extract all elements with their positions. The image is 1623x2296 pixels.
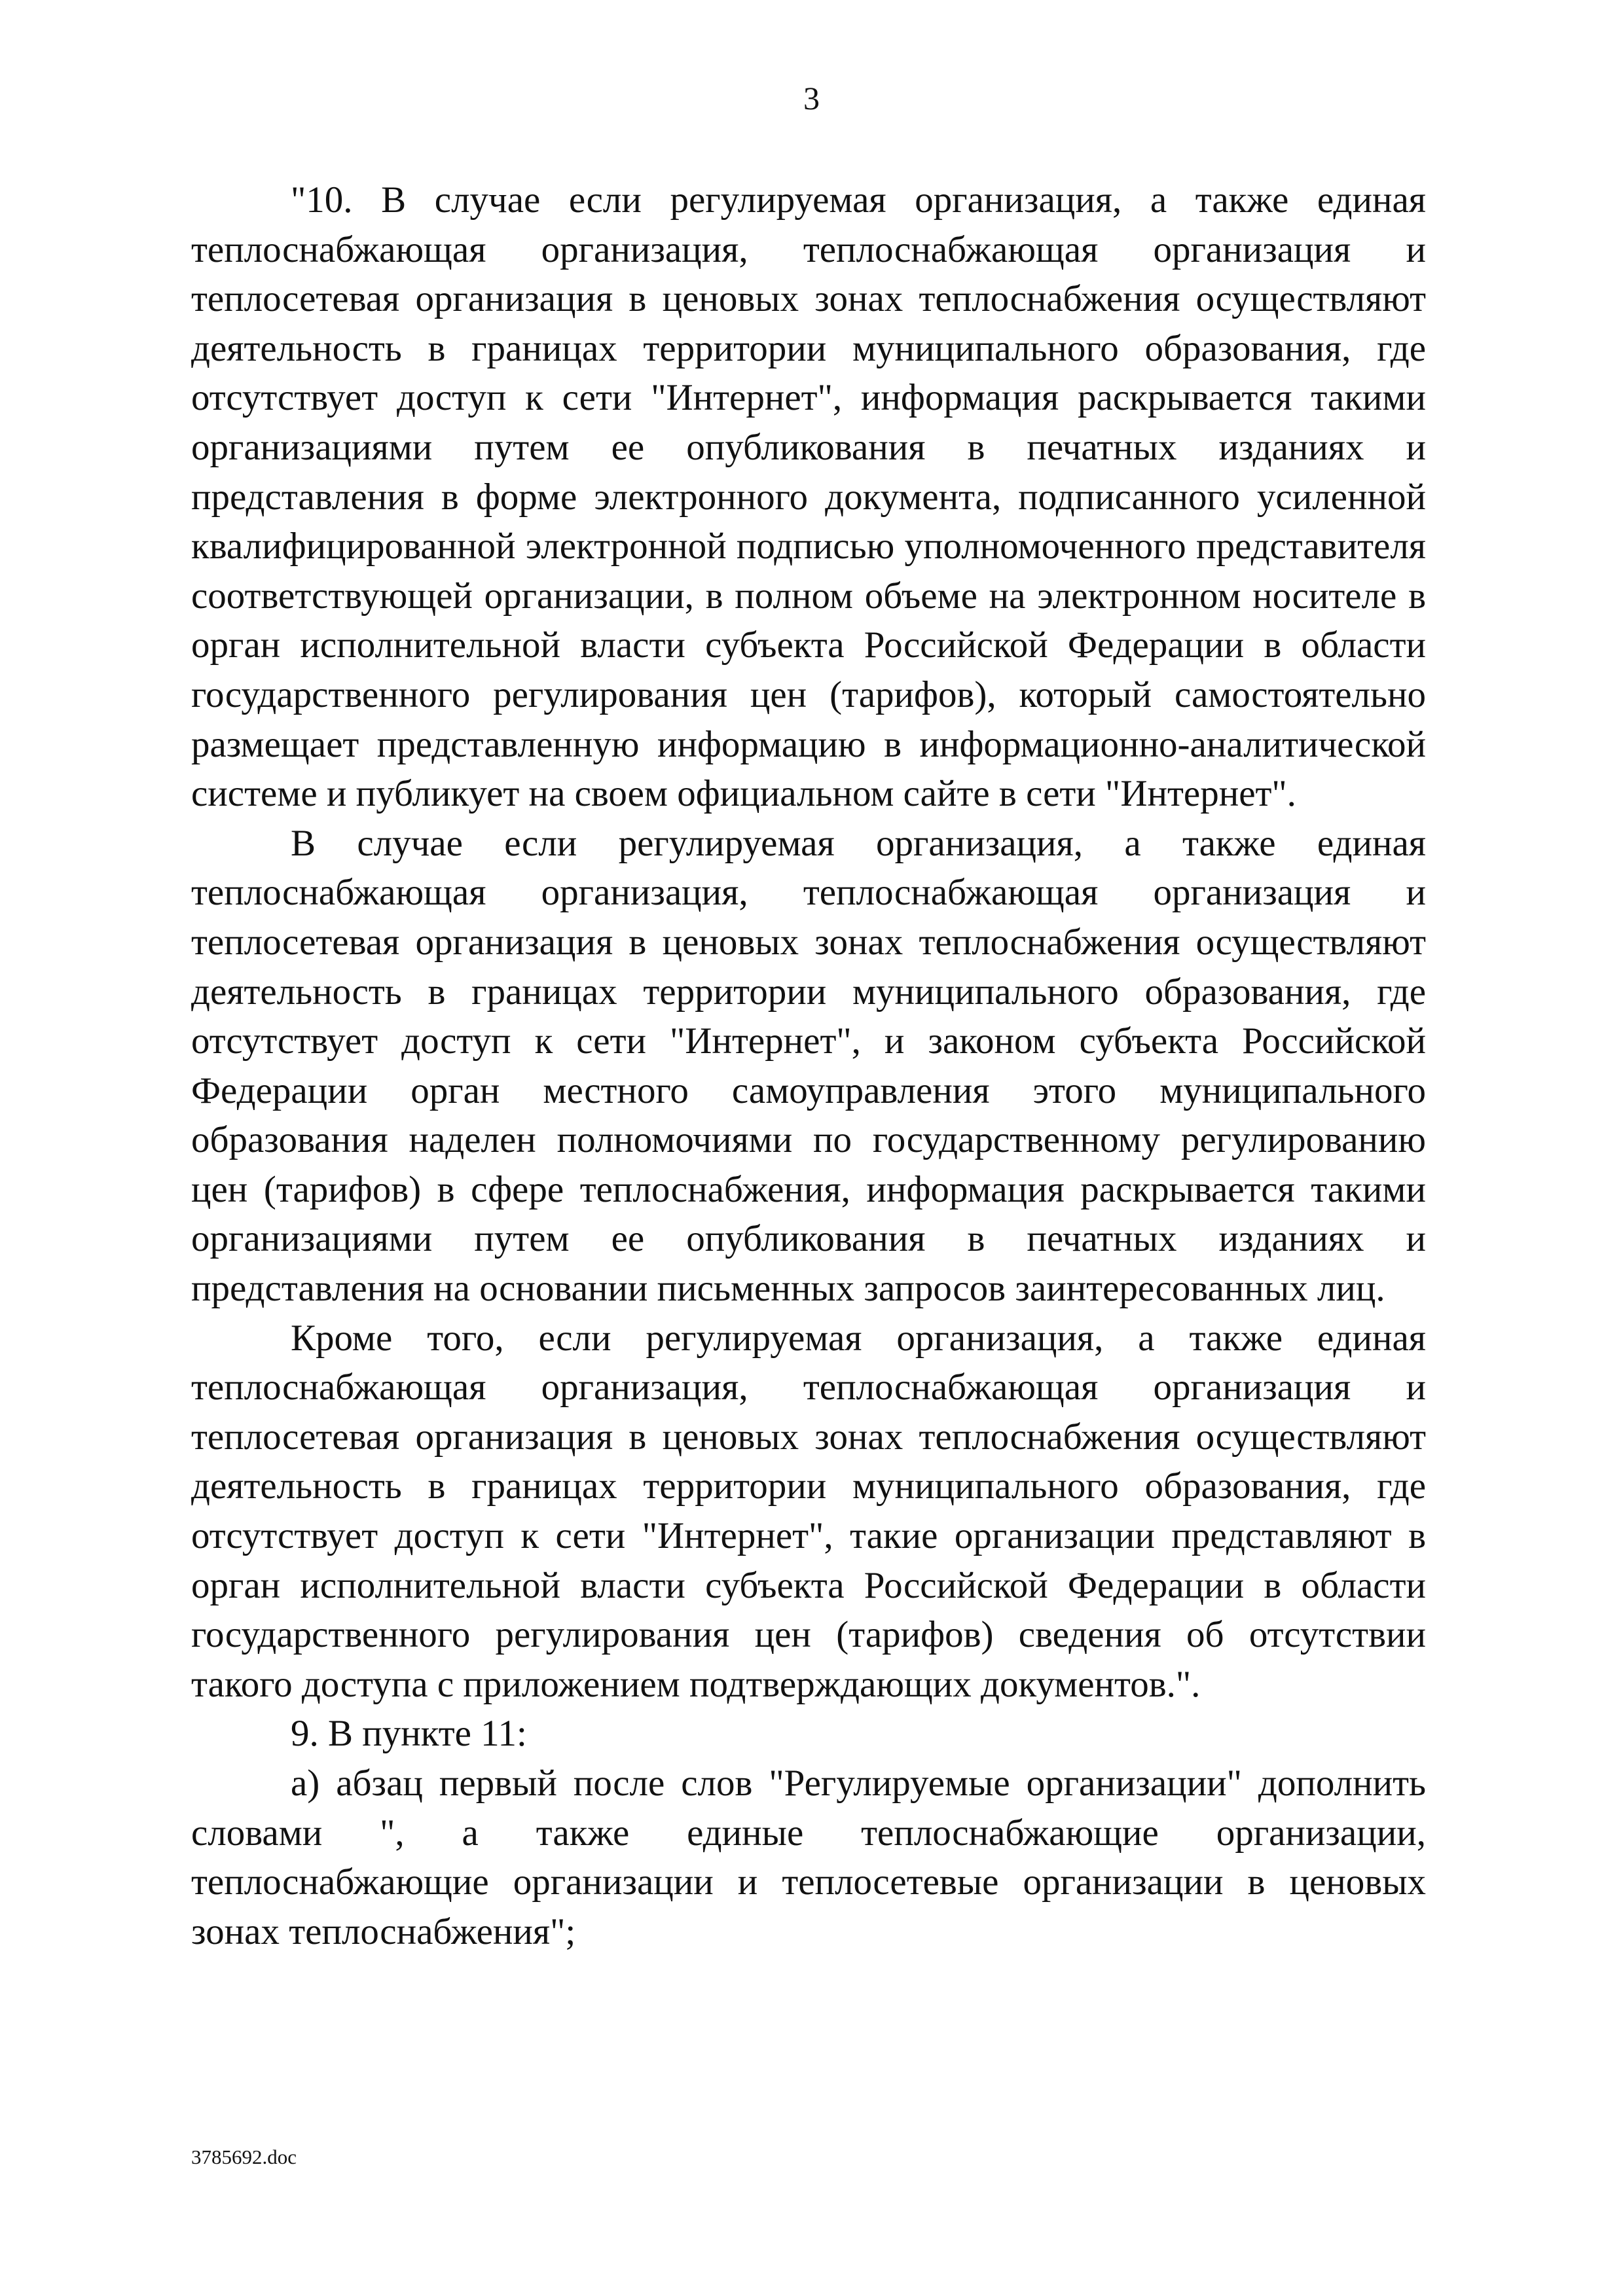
paragraph-item-9-heading: 9. В пункте 11: — [291, 1713, 527, 1755]
paragraph-no-internet-local-regulation: В случае если регулируемая организация, а также единая теплоснабжающая организация, теплоснабжающая организация и теплосетевая организация в ценовых зонах теплоснабжения осуществляют деятельность в границах территории муниципального образования, где отсутствует доступ к сети "Интернет", и законом субъекта Российской Федерации орган местного самоуправления этого муниципального образования наделен полномочиями по государственному регулированию цен (тарифов) в сфере теплоснабжения, информация раскрывается такими организациями путем ее опубликования в печатных изданиях и представления на основании письменных запросов заинтересованных лиц. — [191, 822, 1426, 1310]
paragraph-item-10: "10. В случае если регулируемая организация, а также единая теплоснабжающая организация, теплоснабжающая организация и теплосетевая организация в ценовых зонах теплоснабжения осуществляют деятельность в границах территории муниципального образования, где отсутствует доступ к сети "Интернет", информация раскрывается такими организациями путем ее опубликования в печатных изданиях и представления в форме электронного документа, подписанного усиленной квалифицированной электронной подписью уполномоченного представителя соответствующей организации, в полном объеме на электронном носителе в орган исполнительной власти субъекта Российской Федерации в области государственного регулирования цен (тарифов), который самостоятельно размещает представленную информацию в информационно-аналитической системе и публикует на своем официальном сайте в сети "Интернет". — [191, 179, 1426, 815]
document-body — [191, 175, 1426, 1956]
page-number: 3 — [803, 80, 820, 117]
document-file-reference: 3785692.doc — [191, 2145, 297, 2168]
paragraph-no-internet-evidence: Кроме того, если регулируемая организация, а также единая теплоснабжающая организация, теплоснабжающая организация и теплосетевая организация в ценовых зонах теплоснабжения осуществляют деятельность в границах территории муниципального образования, где отсутствует доступ к сети "Интернет", такие организации представляют в орган исполнительной власти субъекта Российской Федерации в области государственного регулирования цен (тарифов) сведения об отсутствии такого доступа с приложением подтверждающих документов.". — [191, 1317, 1426, 1705]
paragraph-subitem-a: а) абзац первый после слов "Регулируемые организации" дополнить словами ", а также единые теплоснабжающие организации, теплоснабжающие организации и теплосетевые организации в ценовых зонах теплоснабжения"; — [191, 1763, 1426, 1952]
